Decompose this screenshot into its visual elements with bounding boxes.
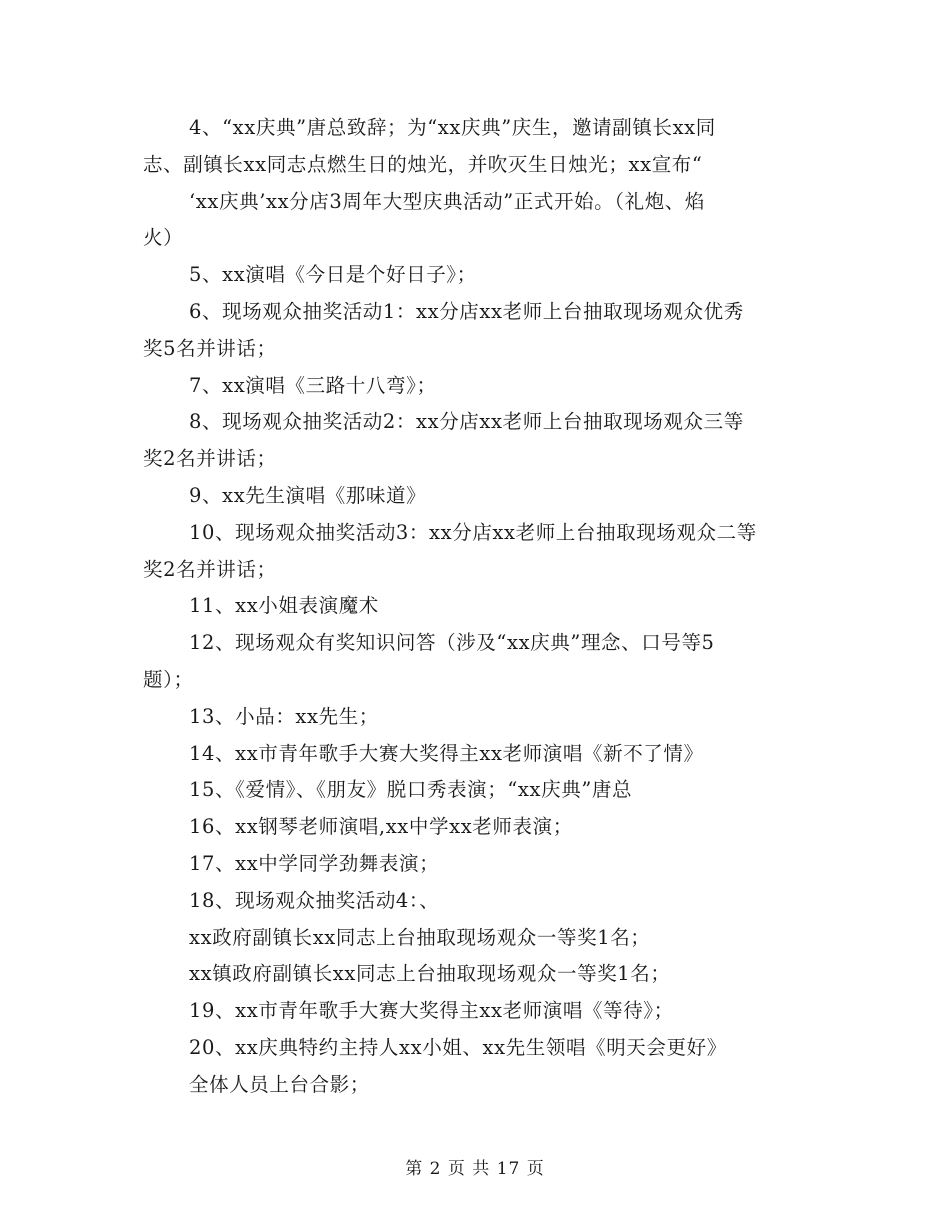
text-line: 6、现场观众抽奖活动1：xx分店xx老师上台抽取现场观众优秀 (189, 299, 744, 323)
text-line: 18、现场观众抽奖活动4：、 (189, 888, 440, 912)
text-line: 题）； (143, 667, 194, 691)
text-line: 5、xx演唱《今日是个好日子》； (189, 263, 477, 287)
page-footer (0, 1154, 950, 1179)
text-line: xx政府副镇长xx同志上台抽取现场观众一等奖1名； (189, 925, 651, 949)
text-line: 7、xx演唱《三路十八弯》； (189, 373, 437, 397)
document-body (143, 110, 808, 1104)
text-line: 奖2名并讲话； (143, 447, 277, 471)
text-line: ‘xx庆典’xx分店3周年大型庆典活动”正式开始。（礼炮、焰 (189, 189, 706, 213)
text-line: 17、xx中学同学劲舞表演； (189, 851, 440, 875)
text-line: xx镇政府副镇长xx同志上台抽取现场观众一等奖1名； (189, 962, 671, 986)
text-line: 志、副镇长xx同志点燃生日的烛光，并吹灭生日烛光；xx宣布“ (143, 152, 703, 176)
text-line: 8、现场观众抽奖活动2：xx分店xx老师上台抽取现场观众三等 (189, 410, 744, 434)
text-line: 奖2名并讲话； (143, 557, 277, 581)
text-line: 11、xx小姐表演魔术 (189, 594, 379, 618)
text-line: 20、xx庆典特约主持人xx小姐、xx先生领唱《明天会更好》 (189, 1035, 727, 1059)
text-line: 19、xx市青年歌手大赛大奖得主xx老师演唱《等待》； (189, 999, 674, 1023)
text-line: 火） (143, 226, 184, 250)
text-line: 16、xx钢琴老师演唱,xx中学xx老师表演； (189, 815, 573, 839)
page-number: 第 2 页 共 17 页 (405, 1159, 545, 1179)
text-line: 15、《爱情》、《朋友》脱口秀表演；“xx庆典”唐总 (189, 778, 633, 802)
text-line: 13、小品：xx先生； (189, 704, 379, 728)
text-line: 奖5名并讲话； (143, 336, 277, 360)
text-line: 12、现场观众有奖知识问答（涉及“xx庆典”理念、口号等5 (189, 631, 715, 655)
text-line: 全体人员上台合影； (189, 1072, 370, 1096)
text-line: 9、xx先生演唱《那味道》 (189, 483, 427, 507)
text-line: 10、现场观众抽奖活动3：xx分店xx老师上台抽取现场观众二等 (189, 520, 757, 544)
text-line: 14、xx市青年歌手大赛大奖得主xx老师演唱《新不了情》 (189, 741, 704, 765)
text-line: 4、“xx庆典”唐总致辞；为“xx庆典”庆生，邀请副镇长xx同 (189, 116, 716, 139)
